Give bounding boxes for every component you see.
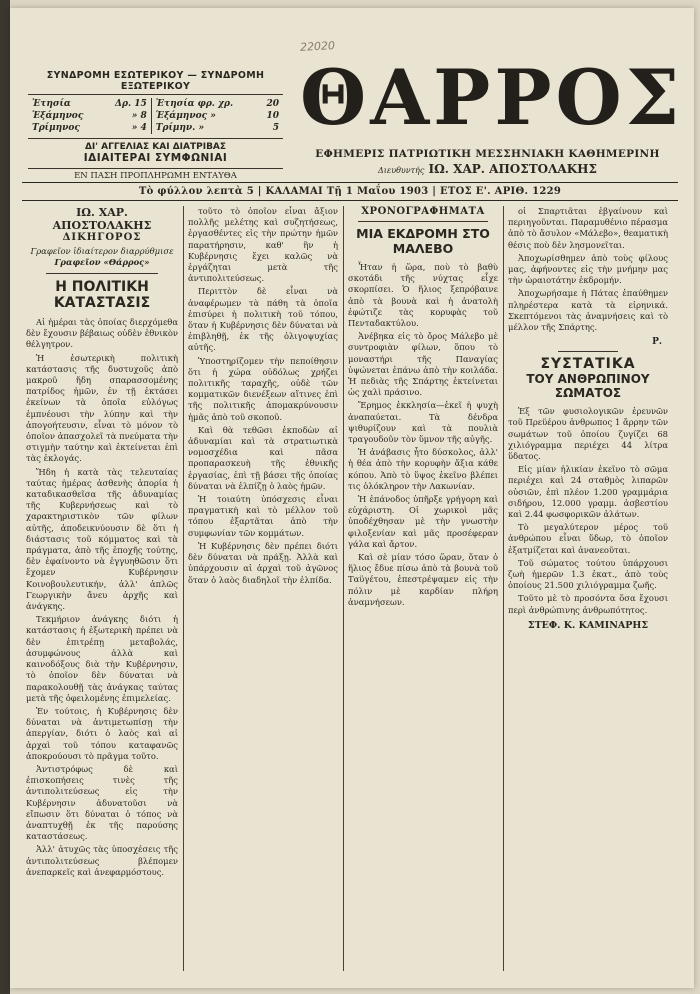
paragraph: Καὶ θὰ τεθῶσι ἐκποδὼν αἱ ἀδυναμίαι καὶ τὰ στρατιωτικὰ νομοσχέδια καὶ πᾶσα προπαρασκευὴ τῆς ἐθνικῆς ἐργασίας, ἐπὶ τῇ βάσει τῆς ὁποίας δύναται νὰ ἐλπίζῃ ὁ λαὸς ἡμῶν. — [188, 424, 338, 491]
office-name: Γραφεῖον «Θάρρος» — [54, 257, 150, 267]
sub-label: Ἐτησία — [32, 99, 71, 109]
ads-line-2: ΙΔΙΑΙΤΕΡΑΙ ΣΥΜΦΩΝΙΑΙ — [83, 152, 228, 164]
paragraph: Ἐν τούτοις, ἡ Κυβέρνησις δὲν δύναται νὰ ἀντιμετωπίσῃ τὴν ἀπεργίαν, διότι ὁ λαὸς καὶ αἱ ἀρχαὶ τοῦ τόπου καταφανῶς ἀποκρούουσι τὸ πρᾶγμα τοῦτο. — [26, 705, 178, 761]
author-signature: ΣΤΕΦ. Κ. ΚΑΜΙΝΑΡΗΣ — [527, 619, 649, 631]
sub-value: 5 — [272, 123, 279, 133]
paragraph: Ἀντιστρόφως δὲ καὶ ἐπισκοπήσεις τινὲς τῆς ἀντιπολιτεύσεως εἰς τὴν Κυβέρνησιν ἀδυνατοῦσι νὰ εἴπωσιν ὅτι δύναται ὁ τόπος νὰ ἀναπτυχθῇ ἐκ τῆς παρούσης καταστάσεως. — [26, 763, 178, 842]
sub-value: Δρ. 15 — [115, 99, 147, 109]
column-rule — [183, 206, 184, 971]
newspaper-masthead: ΘΑΡΡΟΣ — [300, 53, 684, 142]
ads-line-3: ΕΝ ΠΑΣΗ ΠΡΟΠΛΗΡΩΜΗ ΕΝΤΑΥΘΑ — [28, 168, 283, 181]
sub-value: » 8 — [131, 111, 147, 121]
column-4 — [508, 206, 668, 971]
paragraph: Ἡ Κυβέρνησις δὲν πρέπει διότι δὲν δύναται νὰ πράξῃ. Ἀλλὰ καὶ ὑπάρχουσιν αἱ ἀρχαὶ τοῦ ἀγῶνος ὅταν ὁ λαὸς διαδηλοῖ τὴν ἐλπίδα. — [188, 540, 338, 585]
paragraph: Ἀποχωρήσαμε ἡ Πάτας ἐπαύθημεν πληρέστερα κατὰ τὰ εἰρηνικά. Σκεπτόμενοι τὰς ἀναμνήσεις καὶ τὸ μέλλον τῆς Σπάρτης. — [508, 288, 668, 333]
director-name: ΙΩ. ΧΑΡ. ΑΠΟΣΤΟΛΑΚΗΣ — [428, 162, 597, 176]
paragraph: Ἀποχωρίσθημεν ἀπὸ τοὺς φίλους μας, ἀφήνοντες εἰς τὴν μνήμην μας τὴν ὡραιοτάτην ἐκδρομήν. — [508, 252, 668, 286]
director-line — [300, 162, 675, 176]
column-rule — [503, 206, 504, 971]
divider — [558, 351, 618, 352]
paragraph: Ἔρημος ἐκκλησία—ἐκεῖ ἡ ψυχὴ ἀναπαύεται. Τὰ δένδρα ψιθυρίζουν καὶ τὰ πουλιὰ τραγουδοῦν τὸν ὕμνον τῆς αὐγῆς. — [348, 400, 498, 445]
dateline: Τὸ φύλλον λεπτὰ 5 | ΚΑΛΑΜΑΙ Τῇ 1 Μαΐου 1903 | ΕΤΟΣ Ε'. ΑΡΙΘ. 1229 — [22, 182, 678, 201]
paragraph: τοῦτο τὸ ὁποῖον εἶναι ἄξιον πολλῆς μελέτης καὶ συζητήσεως, ἐργασθέντες εἰς τὴν πρώτην ἡμῶν παρατήρησιν, καθ' ἣν ἡ Κυβέρνησις ἔχει καλῶς νὰ ἐργάζηται μετὰ τῆς ἀντιπολιτεύσεως. — [188, 206, 338, 284]
paragraph: Αἱ ἡμέραι τὰς ὁποίας διερχόμεθα δὲν ἔχουσιν βέβαιως οὐδὲν ἐθνικὸν θέλγητρον. — [26, 317, 178, 350]
article-heading: ΜΙΑ ΕΚΔΡΟΜΗ ΣΤΟ ΜΑΛΕΒΟ — [356, 226, 490, 256]
sub-value: 10 — [266, 111, 279, 121]
paragraph: Ἤδη ἡ κατὰ τὰς τελευταίας ταύτας ἡμέρας ἀσθενὴς ἀπορία ἡ καταδικασθεῖσα τῆς ἀδυναμίας τῆς Κυβερνήσεως καὶ τὸ χαρακτηριστικὸν τῶν φίλων αὐτῆς, ἀποδεικνύουσιν δὲ ὅτι ἡ διάστασις τοῦ κόμματος καὶ τὰ πράγματα, ἀπὸ τῆς ἐποχῆς τούτης, δὲν ἐφαίνοντο νὰ ἐγγυηθῶσιν ὅτι ἔχομεν Κυβέρνησιν Κοινοβουλευτικήν, ἀλλ' ἁπλῶς Γεωργικὴν ἄνευ ἀρχῆς καὶ ἀνάγκης. — [26, 466, 178, 612]
lawyer-office-line: Γραφεῖον ἰδιαίτερον διαρρύθμισε — [30, 246, 174, 256]
column-3 — [348, 206, 498, 971]
article-heading: ΣΥΣΤΑΤΙΚΑ — [540, 356, 636, 373]
sub-label: Τρίμην. » — [151, 122, 257, 134]
article-signature: Ρ. — [652, 337, 662, 348]
paragraph: Ὑποστηρίζομεν τὴν πεποίθησιν ὅτι ἡ χώρα οὐδόλως χρήζει πολιτικῆς ταραχῆς, οὐδὲ τῶν κομματικῶν διενέξεων αἵτινες ἐπὶ τῆς πολιτικῆς ἀπομακρύνουσιν ἡμᾶς ἀπὸ τοῦ σκοποῦ. — [188, 355, 338, 422]
article-heading: Η ΠΟΛΙΤΙΚΗ ΚΑΤΑΣΤΑΣΙΣ — [53, 279, 151, 311]
subscription-table — [28, 98, 283, 134]
column-1 — [26, 206, 178, 971]
sub-label: Ἑξάμηνος » — [151, 110, 257, 122]
paragraph: Ἡ τοιαύτη ὑπόσχεσις εἶναι πραγματικὴ καὶ τὸ μέλλον τοῦ τόπου ἐξαρτᾶται ἀπὸ τὴν συμφωνίαν τῶν κομμάτων. — [188, 494, 338, 538]
paragraph: οἱ Σπαρτιᾶται ἐβγαίνουν καὶ περιηγοῦνται. Παραμυθένιο πέρασμα ἀπὸ τὸ ἄσυλον «Μάλεβο», θεαματικὴ θέσις ποὺ δὲν λησμονεῖται. — [508, 206, 668, 250]
paragraph: Περιττὸν δὲ εἶναι νὰ ἀναφέρωμεν τὰ πάθη τὰ ὁποῖα ἐπισύρει ἡ πολιτικὴ τοῦ τόπου, ὅταν ἡ Κυβέρνησις δὲν δύναται νὰ ἐπιβληθῇ, ἐκ τῆς ὀλιγοψυχίας αὐτῆς. — [188, 286, 338, 353]
divider — [46, 273, 158, 274]
subscription-title: ΣΥΝΔΡΟΜΗ ΕΣΩΤΕΡΙΚΟΥ — ΣΥΝΔΡΟΜΗ ΕΞΩΤΕΡΙΚΟΥ — [28, 70, 283, 95]
divider — [358, 221, 488, 222]
paragraph: Τὸ μεγαλύτερον μέρος τοῦ ἀνθρώπου εἶναι ὕδωρ, τὸ ὁποῖον ἐξατμίζεται καὶ ἀνανεοῦται. — [508, 522, 668, 555]
paragraph: Ἡ ἐσωτερικὴ πολιτικὴ κατάστασις τῆς δυστυχοῦς ἀπὸ μακροῦ ἤδη σπαρασσομένης πατρίδος ἡμῶν, ἐν τῇ ἐκτάσει ἐκείνων τὰ ὁποῖα εὐλόγως ἐμπνέουσι τὴν λύπην καὶ τὴν ἀπογοήτευσιν, εἶναι τὸ μόνον τὸ ὁποῖον ἀπασχολεῖ τὰ πνεύματα τὴν στιγμὴν ταύτην καὶ ἐκτείνεται ἐπὶ τὰς ἐκλογάς. — [26, 352, 178, 464]
section-title: ΧΡΟΝΟΓΡΑΦΗΜΑΤΑ — [361, 206, 485, 217]
paragraph: Τοῦ σώματος τούτου ὑπάρχουσι ζωὴ ἡμερῶν 1.3 ἐκατ., ἀπὸ τοὺς ὁποίους 21.500 χιλιόγραμμα ζωῆς. — [508, 557, 668, 591]
lawyer-title: ΔΙΚΗΓΟΡΟΣ — [62, 232, 142, 243]
paragraph: Ἡ ἐπάνοδος ὑπῆρξε γρήγορη καὶ εὐχάριστη. Οἱ χωρικοὶ μᾶς ὑποδέχθησαν μὲ τὴν γνωστὴν φιλοξενίαν καὶ μᾶς προσέφεραν γάλα καὶ ἄρτον. — [348, 494, 498, 549]
subscription-row — [28, 122, 283, 134]
sub-value: 20 — [266, 99, 279, 109]
director-label: Διευθυντής — [378, 166, 425, 175]
paragraph: Τεκμήριον ἀνάγκης διότι ἡ κατάστασις ἡ ἐξωτερικὴ πρέπει νὰ δὲν ἐπιτρέπῃ μεταβολάς, ἀσυμφώνους ἀλλὰ καὶ καινοδόξους διὰ τὴν Κυβέρνησιν, τὸ ὁποῖον δὲν δύναται νὰ παρακολουθῇ τὰς ἀνάγκας ταύτας μετὰ τῆς ὁφειλομένης ἐπιμελείας. — [26, 614, 178, 703]
handwritten-archive-number: 22020 — [299, 39, 336, 54]
sub-value: » 4 — [131, 123, 147, 133]
paragraph: Ἦταν ἡ ὥρα, ποὺ τὸ βαθὺ σκοτάδι τῆς νύχτας εἶχε σκορπίσει. Ὁ ἥλιος ξεπρόβαινε ἀπὸ τὰ βουνὰ καὶ ἡ ἀνατολὴ ἐφώτιζε τὰς κορυφὰς τοῦ Πενταδακτύλου. — [348, 262, 498, 329]
ads-line-1: ΔΙ' ΑΓΓΕΛΙΑΣ ΚΑΙ ΔΙΑΤΡΙΒΑΣ — [28, 138, 283, 152]
column-rule — [343, 206, 344, 971]
paragraph: Ἐξ τῶν φυσιολογικῶν ἐρευνῶν τοῦ Πρεϋέρου ἀνθρωπος 1 ἄρρην τῶν σωμάτων τοῦ ὁποίου ζυγίζει 68 χιλιόγραμμα περιέχει 44 λίτρα ὕδατος. — [508, 406, 668, 462]
paragraph: Καὶ σὲ μίαν τόσο ὥραν, ὅταν ὁ ἥλιος ἔδυε πίσω ἀπὸ τὰ βουνὰ τοῦ Ταϋγέτου, ἐπεστρέψαμεν εἰς τὴν πόλιν μὲ καρδίαν πλήρη ἀναμνήσεων. — [348, 552, 498, 607]
paragraph: Τοῦτο μὲ τὸ προσόντα ὅσα ἔχουσι περὶ ἀνθρώπινης ἀνθρωπότητος. — [508, 593, 668, 615]
newspaper-subtitle: ΕΦΗΜΕΡΙΣ ΠΑΤΡΙΩΤΙΚΗ ΜΕΣΣΗΝΙΑΚΗ ΚΑΘΗΜΕΡΙΝΗ — [315, 148, 660, 160]
paragraph: Ἡ ἀνάβασις ἦτο δύσκολος, ἀλλ' ἡ θέα ἀπὸ τὴν κορυφὴν ἄξια κάθε κόπου. Ἀπὸ τὸ ὕψος ἐκεῖνο βλέπει τις ὁλόκληρον τὴν Λακωνίαν. — [348, 447, 498, 491]
lawyer-name: ΙΩ. ΧΑΡ. ΑΠΟΣΤΟΛΑΚΗΣ — [52, 206, 152, 232]
subscription-row — [28, 110, 283, 122]
paragraph: Εἰς μίαν ἡλικίαν ἐκεῖνο τὸ σῶμα περιέχει καὶ 24 σταθμὸς λιπαρῶν οὐσιῶν, ἐπὶ πλέον 1.200 γραμμάρια σιδήρου, 12.000 γραμμ. ἀσβεστίου καὶ 2.44 φωσφορικῶν ἀλάτων. — [508, 464, 668, 520]
column-2 — [188, 206, 338, 971]
sub-label: Τρίμηνος — [32, 123, 80, 133]
binding-edge — [0, 0, 10, 994]
sub-label: Ἑξάμηνος — [32, 111, 84, 121]
lawyer-office-name — [26, 257, 178, 268]
sub-label: Ἐτησία φρ. χρ. — [151, 98, 257, 110]
article-subheading: ΤΟΥ ΑΝΘΡΩΠΙΝΟΥ ΣΩΜΑΤΟΣ — [526, 372, 650, 401]
subscription-box — [28, 70, 283, 181]
paragraph: Ἀνέβηκα εἰς τὸ ὄρος Μάλεβο μὲ συντροφιὰν φίλων, ὅπου τὸ μοναστήρι τῆς Παναγίας ὑψώνεται ἐπάνω ἀπὸ τὴν κοιλάδα. Ἡ πεδιὰς τῆς Σπάρτης ἐκτείνεται ὡς χαλὶ πράσινο. — [348, 331, 498, 398]
subscription-row — [28, 98, 283, 110]
paragraph: Ἀλλ' ἀτυχῶς τὰς ὑποσχέσεις τῆς ἀντιπολιτεύσεως βλέπομεν ἀνεπαρκεῖς καὶ ἀνεφαρμόστους. — [26, 844, 178, 877]
